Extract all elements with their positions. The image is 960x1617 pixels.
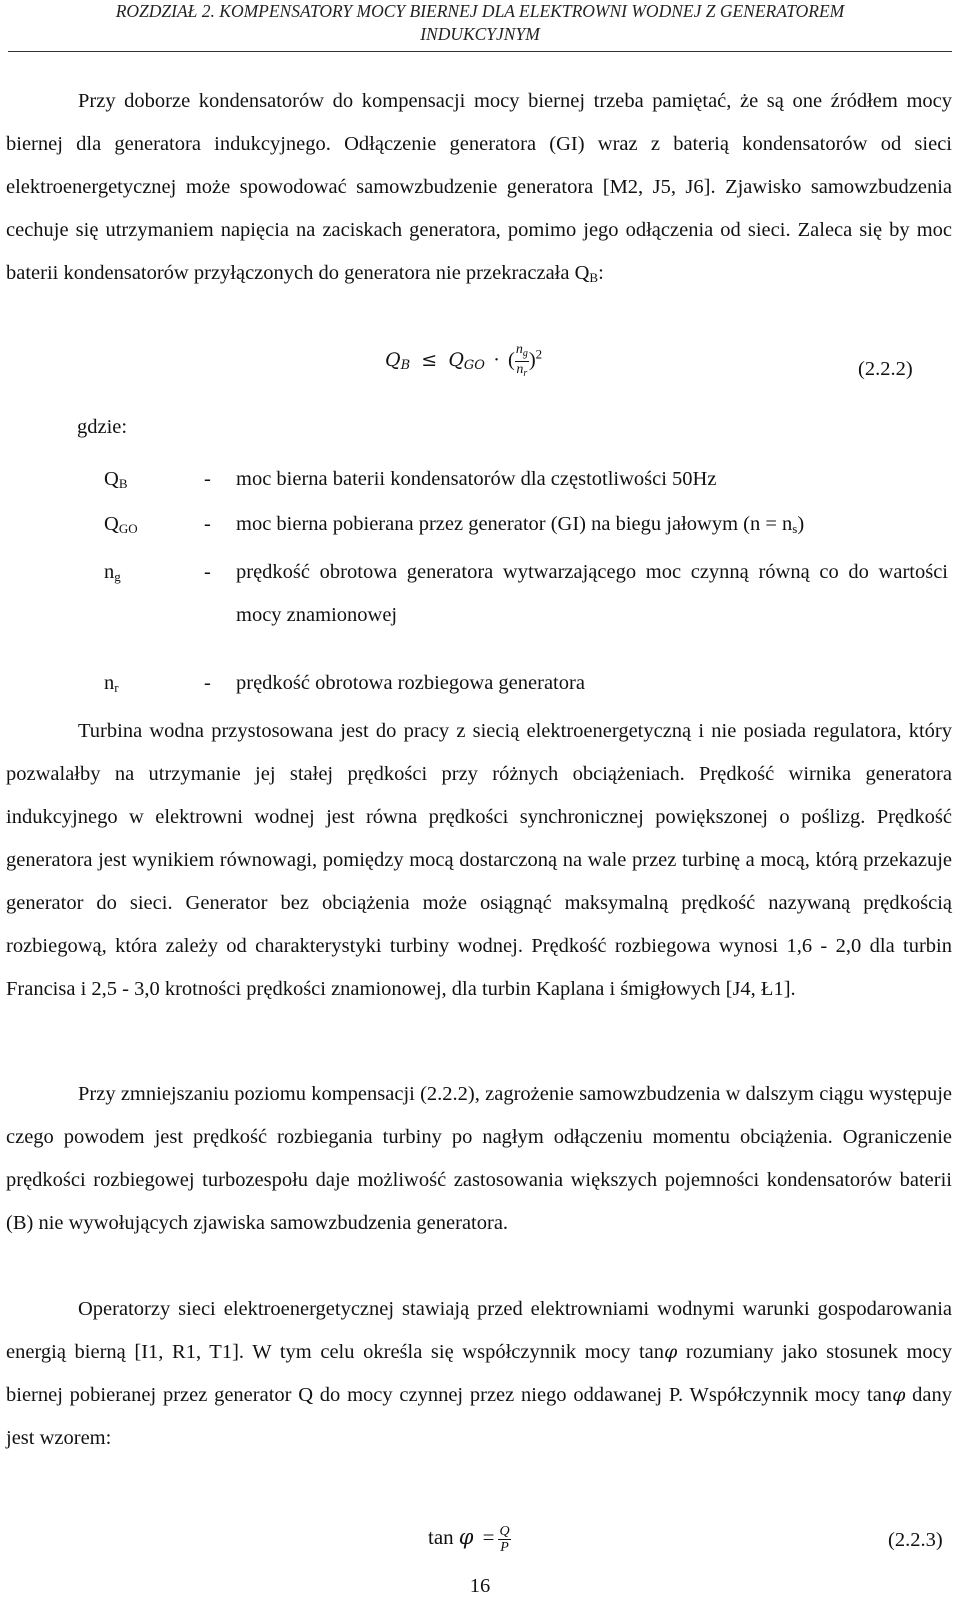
eq2-operator: = bbox=[482, 1525, 495, 1550]
eq1-frac-num: n bbox=[515, 342, 523, 357]
definition-dash: - bbox=[204, 513, 211, 535]
phi-symbol: φ bbox=[892, 1384, 906, 1406]
eq2-phi: φ bbox=[458, 1525, 474, 1550]
header-line-2: INDUKCYJNYM bbox=[420, 24, 540, 44]
equation-2-2-2 bbox=[385, 342, 542, 386]
definition-symbol-qgo bbox=[104, 503, 138, 550]
paragraph-4-text-b: rozumiany jako stosunek mocy biernej pobieranej przez generator Q do mocy czynnej przez niego oddawanej P. Współczynnik mocy tan bbox=[6, 1341, 952, 1406]
eq2-tan: tan bbox=[428, 1525, 454, 1550]
eq1-frac-num-sub: g bbox=[522, 348, 528, 359]
definition-text-nr: prędkość obrotowa rozbiegowa generatora bbox=[236, 672, 585, 694]
def-sym-sub: r bbox=[114, 680, 119, 695]
eq1-open-paren: ( bbox=[508, 349, 515, 372]
eq2-fraction bbox=[498, 1524, 510, 1555]
where-label: gdzie: bbox=[77, 416, 128, 438]
eq1-frac-den: n bbox=[516, 362, 524, 377]
phi-symbol: φ bbox=[663, 1341, 678, 1363]
def-sym-text: Q bbox=[104, 513, 119, 535]
eq1-operator: ≤ bbox=[421, 349, 438, 372]
equation-number-2-2-3: (2.2.3) bbox=[888, 1529, 943, 1551]
eq1-lhs-sub: B bbox=[400, 358, 411, 374]
definition-text-qb: moc bierna baterii kondensatorów dla częstotliwości 50Hz bbox=[236, 468, 717, 490]
def-sym-text: n bbox=[104, 672, 115, 694]
paragraph-1-end: : bbox=[598, 262, 604, 284]
eq1-close-paren: ) bbox=[528, 349, 536, 372]
def-sym-sub: GO bbox=[118, 521, 138, 536]
header-rule bbox=[8, 51, 952, 52]
definition-dash: - bbox=[204, 468, 211, 490]
eq1-fraction bbox=[515, 342, 529, 381]
page-number: 16 bbox=[469, 1575, 491, 1597]
def-sym-sub: g bbox=[114, 569, 121, 584]
eq1-rhs: Q bbox=[448, 349, 464, 372]
eq1-rhs-sub: GO bbox=[463, 358, 485, 374]
def-text-end: ) bbox=[797, 513, 805, 535]
eq1-exponent: 2 bbox=[535, 346, 543, 362]
def-text-main: moc bierna pobierana przez generator (GI) na biegu jałowym (n = n bbox=[236, 513, 793, 535]
paragraph-1-sub: B bbox=[589, 270, 599, 285]
def-sym-text: Q bbox=[104, 468, 119, 490]
definition-dash: - bbox=[204, 561, 211, 583]
paragraph-3: Przy zmniejszaniu poziomu kompensacji (2.2.2), zagrożenie samowzbudzenia w dalszym ciągu występuje czego powodem jest prędkość rozbiegania turbiny po nagłym odłączeniu momentu obciążenia. Ograniczenie prędkości rozbiegowej turbozespołu daje możliwość zastosowania większych pojemności kondensatorów baterii (B) nie wywołujących zjawiska samowzbudzenia generatora. bbox=[6, 1083, 952, 1234]
equation-number-2-2-2: (2.2.2) bbox=[858, 358, 913, 380]
eq2-frac-den: P bbox=[500, 1540, 509, 1555]
def-text-sub: s bbox=[792, 521, 798, 536]
def-sym-sub: B bbox=[118, 476, 128, 491]
eq1-dot: · bbox=[493, 349, 500, 372]
eq2-frac-num: Q bbox=[499, 1524, 510, 1539]
definition-text-ng: prędkość obrotowa generatora wytwarzającego moc czynną równą co do wartości mocy znamionowej bbox=[236, 561, 948, 626]
paragraph-4-end: dany jest wzorem: bbox=[6, 1384, 952, 1449]
equation-2-2-3 bbox=[428, 1524, 511, 1568]
definition-dash: - bbox=[204, 672, 211, 694]
paragraph-4 bbox=[6, 1288, 952, 1460]
def-sym-text: n bbox=[104, 561, 115, 583]
paragraph-2: Turbina wodna przystosowana jest do pracy z siecią elektroenergetyczną i nie posiada regulatora, który pozwalałby na utrzymanie jej stałej prędkości przy różnych obciążeniach. Prędkość wirnika generatora indukcyjnego w elektrowni wodnej jest równa prędkości synchronicznej powiększonej o poślizg. Prędkość generatora jest wynikiem równowagi, pomiędzy mocą dostarczoną na wale przez turbinę a mocą, którą przekazuje generator do sieci. Generator bez obciążenia może osiągnąć maksymalną prędkość nazywaną prędkością rozbiegową, która zależy od charakterystyki turbiny wodnej. Prędkość rozbiegowa wynosi 1,6 - 2,0 dla turbin Francisa i 2,5 - 3,0 krotności prędkości znamionowej, dla turbin Kaplana i śmigłowych [J4, Ł1]. bbox=[6, 720, 952, 1000]
paragraph-1 bbox=[6, 80, 952, 299]
definition-symbol-nr bbox=[104, 662, 119, 709]
definition-text-qgo bbox=[236, 503, 952, 550]
definition-symbol-qb bbox=[104, 458, 127, 505]
header-line-1: ROZDZIAŁ 2. KOMPENSATORY MOCY BIERNEJ DLA ELEKTROWNI WODNEJ Z GENERATOREM bbox=[115, 1, 845, 21]
eq1-lhs: Q bbox=[385, 349, 401, 372]
running-header bbox=[60, 0, 900, 46]
definition-symbol-ng bbox=[104, 551, 121, 598]
paragraph-4-text: Operatorzy sieci elektroenergetycznej stawiają przed elektrowniami wodnymi warunki gospodarowania energią bierną [I1, R1, T1]. W tym celu określa się współczynnik mocy tan bbox=[6, 1298, 952, 1363]
eq1-frac-den-sub: r bbox=[523, 368, 528, 379]
paragraph-1-text: Przy doborze kondensatorów do kompensacji mocy biernej trzeba pamiętać, że są one źródłem mocy biernej dla generatora indukcyjnego. Odłączenie generatora (GI) wraz z baterią kondensatorów od sieci elektroenergetycznej może spowodować samowzbudzenie generatora [M2, J5, J6]. Zjawisko samowzbudzenia cechuje się utrzymaniem napięcia na zaciskach generatora, pomimo jego odłączenia od sieci. Zaleca się by moc baterii kondensatorów przyłączonych do generatora nie przekraczała Q bbox=[6, 90, 952, 284]
